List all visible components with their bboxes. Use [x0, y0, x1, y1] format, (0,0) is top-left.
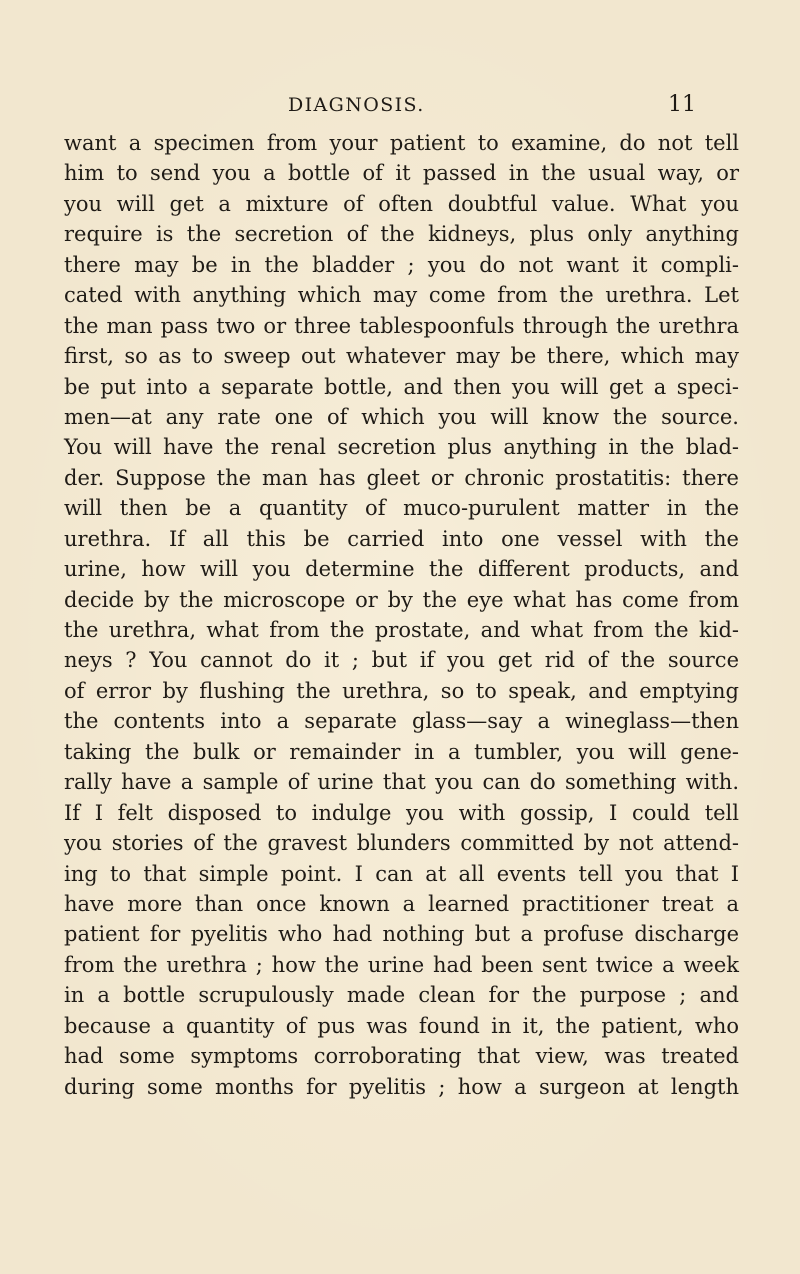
page-number: 11: [668, 92, 696, 117]
text-line: him to send you a bottle of it passed in the usual way, or: [64, 161, 739, 186]
text-line: the contents into a separate glass—say a wineglass—then: [64, 709, 739, 734]
text-line: of error by flushing the urethra, so to speak, and emptying: [64, 678, 739, 703]
text-line: during some months for pyelitis ; how a surgeon at length: [64, 1074, 739, 1099]
text-line: the urethra, what from the prostate, and what from the kid-: [64, 618, 739, 642]
text-line: in a bottle scrupulously made clean for the purpose ; and: [64, 983, 739, 1008]
text-line: urethra. If all this be carried into one vessel with the: [64, 526, 739, 551]
text-line: the man pass two or three tablespoonfuls through the urethra: [64, 313, 739, 338]
text-line: rally have a sample of urine that you can do something with.: [64, 770, 739, 795]
text-line: decide by the microscope or by the eye what has come from: [64, 587, 739, 612]
text-line: you stories of the gravest blunders committed by not attend-: [64, 831, 739, 856]
text-line: neys ? You cannot do it ; but if you get rid of the source: [64, 648, 739, 673]
text-line: you will get a mixture of often doubtful value. What you: [64, 191, 739, 216]
text-line: require is the secretion of the kidneys, plus only anything: [64, 222, 739, 247]
text-line: from the urethra ; how the urine had been sent twice a week: [64, 952, 739, 977]
text-line: first, so as to sweep out whatever may be there, which may: [64, 344, 739, 369]
text-line: urine, how will you determine the different products, and: [64, 557, 739, 582]
text-line: be put into a separate bottle, and then you will get a speci-: [64, 374, 739, 399]
text-line: want a specimen from your patient to examine, do not tell: [64, 131, 739, 155]
text-line: ing to that simple point. I can at all events tell you that I: [64, 861, 739, 886]
section-title: DIAGNOSIS.: [288, 94, 425, 116]
text-line: because a quantity of pus was found in it, the patient, who: [64, 1013, 739, 1038]
running-head: [0, 90, 800, 120]
text-line: there may be in the bladder ; you do not want it compli-: [64, 252, 739, 277]
text-line: men—at any rate one of which you will know the source.: [64, 404, 739, 429]
text-line: taking the bulk or remainder in a tumbler, you will gene-: [64, 739, 739, 764]
text-line: If I felt disposed to indulge you with gossip, I could tell: [64, 800, 739, 825]
body-text: [64, 128, 739, 1102]
text-line: have more than once known a learned practitioner treat a: [64, 891, 739, 916]
text-line: will then be a quantity of muco-purulent matter in the: [64, 496, 739, 521]
text-line: had some symptoms corroborating that view, was treated: [64, 1044, 739, 1069]
text-line: patient for pyelitis who had nothing but a profuse discharge: [64, 922, 739, 947]
text-line: You will have the renal secretion plus anything in the blad-: [64, 435, 739, 460]
text-line: cated with anything which may come from the urethra. Let: [64, 283, 739, 308]
text-line: der. Suppose the man has gleet or chronic prostatitis: there: [64, 465, 739, 490]
